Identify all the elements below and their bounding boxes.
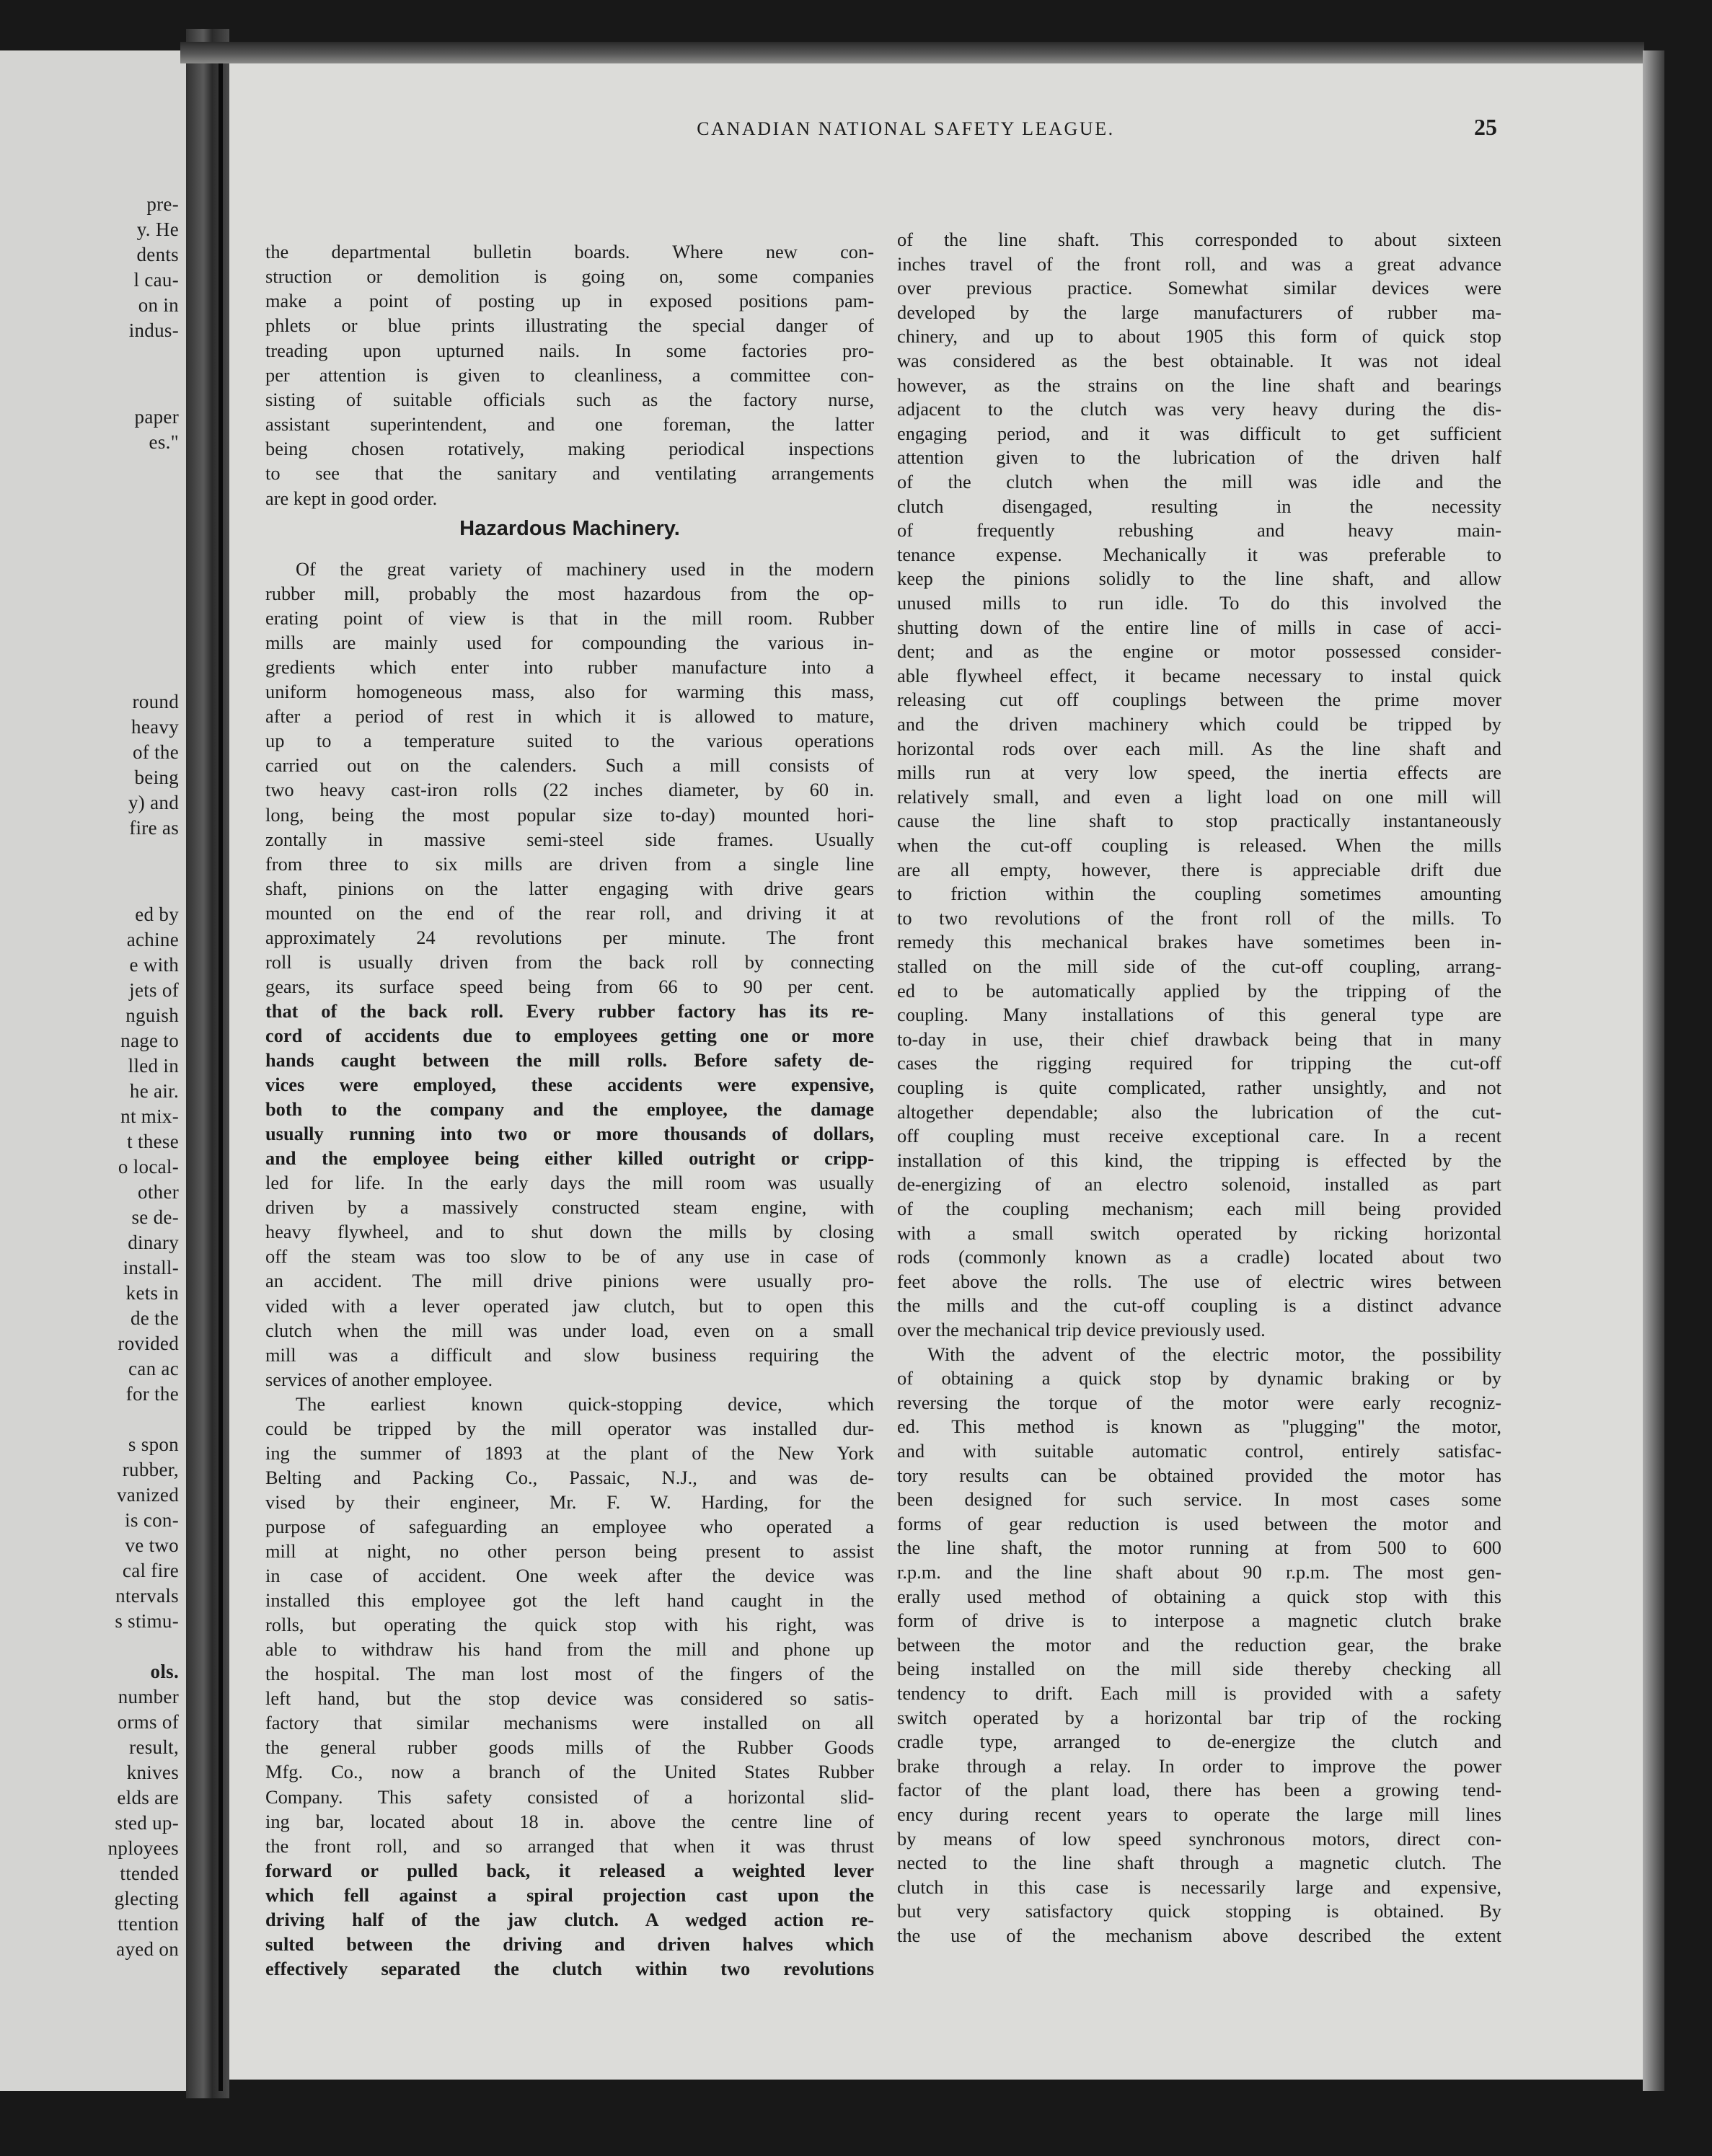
text-line: when the cut-off coupling is released. When the mills [897, 834, 1501, 856]
text-line: dent; and as the engine or motor possessed consider- [897, 640, 1501, 663]
text-line: mills are mainly used for compounding the various in- [265, 632, 874, 654]
facing-page-text-fragment: sted up- [115, 1812, 179, 1834]
gutter-shadow [219, 43, 223, 2091]
text-line: Belting and Packing Co., Passaic, N.J., and was de- [265, 1466, 874, 1488]
text-line: make a point of posting up in exposed positions pam- [265, 290, 874, 312]
text-line: over previous practice. Somewhat similar devices were [897, 277, 1501, 299]
text-line: ing the summer of 1893 at the plant of the New York [265, 1441, 874, 1464]
facing-page-text-fragment: rubber, [122, 1459, 179, 1480]
facing-page-text-fragment: s spon [128, 1433, 179, 1455]
text-line: sulted between the driving and driven halves which [265, 1932, 874, 1955]
facing-page-text-fragment: can ac [128, 1358, 179, 1379]
text-line: cradle type, arranged to de-energize the clutch and [897, 1731, 1501, 1753]
text-line: however, as the strains on the line shaft and bearings [897, 374, 1501, 396]
text-line: brake through a relay. In order to improve the power [897, 1754, 1501, 1777]
text-line: after a period of rest in which it is allowed to mature, [265, 705, 874, 728]
facing-page-text-fragment: nt mix- [120, 1105, 179, 1127]
text-line: from three to six mills are driven from a single line [265, 852, 874, 875]
facing-page-text-fragment: fire as [129, 817, 179, 839]
text-line: coupling. Many installations of this general type are [897, 1004, 1501, 1026]
text-line: attention given to the lubrication of the driven half [897, 446, 1501, 469]
text-line: to two revolutions of the front roll of the mills. To [897, 906, 1501, 929]
facing-page-text-fragment: number [118, 1686, 179, 1707]
text-line: the hospital. The man lost most of the fingers of the [265, 1663, 874, 1685]
facing-page-text-fragment: elds are [117, 1787, 179, 1808]
text-line: clutch disengaged, resulting in the necessity [897, 495, 1501, 517]
text-line: the use of the mechanism above described the extent [897, 1925, 1501, 1946]
text-line: an accident. The mill drive pinions were usually pro- [265, 1270, 874, 1292]
text-line: but very satisfactory quick stopping is obtained. By [897, 1900, 1501, 1922]
facing-page-text-fragment: y. He [136, 218, 179, 240]
text-line: between the motor and the reduction gear, the brake [897, 1633, 1501, 1656]
text-line: long, being the most popular size to-day) mounted hori- [265, 803, 874, 826]
text-line: cases the rigging required for tripping the cut-off [897, 1052, 1501, 1074]
text-line: clutch in this case is necessarily large and expensive, [897, 1876, 1501, 1898]
facing-page-text-fragment: rovided [118, 1333, 179, 1354]
text-line: rods (commonly known as a cradle) located about two [897, 1246, 1501, 1268]
text-line: mounted on the end of the rear roll, and driving it at [265, 901, 874, 924]
facing-page-text-fragment: he air. [129, 1080, 179, 1102]
facing-page-text-fragment: ols. [150, 1661, 179, 1682]
text-line: with a small switch operated by ricking horizontal [897, 1221, 1501, 1244]
facing-page-text-fragment: lled in [128, 1055, 179, 1077]
text-line: hands caught between the mill rolls. Before safety de- [265, 1049, 874, 1071]
facing-page-text-fragment: l cau- [133, 269, 179, 291]
text-line: keep the pinions solidly to the line shaft, and allow [897, 567, 1501, 590]
text-line: rubber mill, probably the most hazardous from the op- [265, 583, 874, 605]
text-line: factory that similar mechanisms were installed on all [265, 1712, 874, 1734]
text-line: struction or demolition is going on, some companies [265, 265, 874, 288]
text-line: coupling is quite complicated, rather unsightly, and not [897, 1077, 1501, 1098]
page-right-edge [1643, 50, 1664, 2091]
text-line: shaft, pinions on the latter engaging with drive gears [265, 877, 874, 899]
text-line: of the coupling mechanism; each mill being provided [897, 1198, 1501, 1219]
facing-page-text-fragment: ayed on [116, 1938, 179, 1960]
text-line: vided with a lever operated jaw clutch, but to open this [265, 1294, 874, 1317]
text-line: reversing the torque of the motor were early recogniz- [897, 1391, 1501, 1413]
text-line: developed by the large manufacturers of rubber ma- [897, 301, 1501, 323]
text-line: driving half of the jaw clutch. A wedged action re- [265, 1908, 874, 1930]
facing-page-text-fragment: heavy [131, 716, 179, 738]
facing-page-text-fragment: achine [126, 929, 179, 950]
facing-page-fragment [0, 50, 186, 2091]
text-line: erally used method of obtaining a quick stop with this [897, 1585, 1501, 1607]
text-line: clutch when the mill was under load, even on a small [265, 1319, 874, 1341]
facing-page-text-fragment: of the [132, 741, 179, 763]
page-number: 25 [1474, 114, 1497, 140]
facing-page-text-fragment: indus- [128, 319, 179, 341]
text-line: zontally in massive semi-steel side frames. Usually [265, 828, 874, 850]
facing-page-text-fragment: ttended [120, 1863, 179, 1884]
text-line: Company. This safety consisted of a horizontal slid- [265, 1785, 874, 1808]
text-line: mill was a difficult and slow business requiring the [265, 1343, 874, 1366]
text-line: off coupling must receive exceptional care. In a recent [897, 1125, 1501, 1147]
text-line: could be tripped by the mill operator was installed dur- [265, 1417, 874, 1439]
facing-page-text-fragment: s stimu- [115, 1610, 179, 1632]
text-line: unused mills to run idle. To do this involved the [897, 592, 1501, 614]
text-line: de-energizing of an electro solenoid, installed as part [897, 1173, 1501, 1196]
facing-page-text-fragment: orms of [117, 1711, 179, 1733]
book-gutter [186, 29, 229, 2098]
text-line: tendency to drift. Each mill is provided with a safety [897, 1682, 1501, 1704]
facing-page-text-fragment: se de- [131, 1206, 179, 1228]
text-line: services of another employee. [265, 1368, 493, 1390]
text-line: inches travel of the front roll, and was a great advance [897, 252, 1501, 275]
text-line: releasing cut off couplings between the prime mover [897, 689, 1501, 711]
text-line: sisting of suitable officials such as the factory nurse, [265, 388, 874, 410]
facing-page-text-fragment: ttention [118, 1913, 179, 1935]
text-line: vised by their engineer, Mr. F. W. Harding, for the [265, 1490, 874, 1513]
facing-page-text-fragment: nage to [120, 1030, 179, 1051]
facing-page-text-fragment: dinary [128, 1232, 179, 1253]
text-line: ing bar, located about 18 in. above the centre line of [265, 1810, 874, 1832]
text-line: and with suitable automatic control, entirely satisfac- [897, 1440, 1501, 1462]
facing-page-text-fragment: ve two [125, 1534, 179, 1556]
text-line: feet above the rolls. The use of electric wires between [897, 1270, 1501, 1292]
facing-page-text-fragment: nguish [125, 1004, 179, 1026]
text-line: which fell against a spiral projection cast upon the [265, 1883, 874, 1906]
text-line: heavy flywheel, and to shut down the mills by closing [265, 1221, 874, 1243]
text-line: The earliest known quick-stopping device, which [296, 1392, 874, 1415]
text-line: of obtaining a quick stop by dynamic braking or by [897, 1367, 1501, 1390]
text-line: adjacent to the clutch was very heavy during the dis- [897, 398, 1501, 420]
text-line: to see that the sanitary and ventilating arrangements [265, 462, 874, 485]
facing-page-text-fragment: glecting [114, 1888, 179, 1909]
text-line: forward or pulled back, it released a weighted lever [265, 1859, 874, 1881]
text-line: purpose of safeguarding an employee who operated a [265, 1515, 874, 1537]
text-line: both to the company and the employee, the damage [265, 1098, 874, 1121]
text-line: erating point of view is that in the mill room. Rubber [265, 607, 874, 629]
text-line: the departmental bulletin boards. Where new con- [265, 241, 874, 262]
text-line: form of drive is to interpose a magnetic clutch brake [897, 1609, 1501, 1632]
text-line: switch operated by a horizontal bar trip of the rocking [897, 1706, 1501, 1728]
text-line: gredients which enter into rubber manufacture into a [265, 656, 874, 679]
text-line: factor of the plant load, there has been a growing tend- [897, 1779, 1501, 1801]
text-line: being chosen rotatively, making periodical inspections [265, 438, 874, 460]
facing-page-text-fragment: is con- [125, 1509, 179, 1531]
facing-page-text-fragment: on in [138, 294, 179, 316]
text-line: mills run at very low speed, the inertia effects are [897, 761, 1501, 784]
text-line: able to withdraw his hand from the mill and phone up [265, 1638, 874, 1661]
facing-page-text-fragment: pre- [146, 193, 179, 215]
text-line: nected to the line shaft through a magnetic clutch. The [897, 1852, 1501, 1874]
facing-page-text-fragment: round [132, 691, 179, 712]
facing-page-text-fragment: knives [126, 1762, 179, 1783]
text-line: installed this employee got the left hand caught in the [265, 1589, 874, 1612]
text-line: phlets or blue prints illustrating the special danger of [265, 314, 874, 337]
text-line: With the advent of the electric motor, the possibility [927, 1343, 1501, 1365]
text-line: the general rubber goods mills of the Rubber Goods [265, 1736, 874, 1759]
text-line: off the steam was too slow to be of any use in case of [265, 1245, 874, 1268]
text-line: being installed on the mill side thereby checking all [897, 1658, 1501, 1680]
text-line: relatively small, and even a light load on one mill will [897, 785, 1501, 808]
facing-page-text-fragment: install- [123, 1257, 179, 1278]
facing-page-text-fragment: nployees [107, 1837, 179, 1859]
text-line: chinery, and up to about 1905 this form of quick stop [897, 325, 1501, 348]
text-line: altogether dependable; also the lubrication of the cut- [897, 1100, 1501, 1123]
facing-page-text-fragment: other [138, 1181, 179, 1203]
facing-page-text-fragment: ed by [135, 904, 179, 925]
text-line: of frequently rebushing and heavy main- [897, 519, 1501, 542]
text-line: are kept in good order. [265, 487, 438, 509]
text-line: to friction within the coupling sometimes amounting [897, 883, 1501, 905]
facing-page-text-fragment: e with [129, 954, 179, 976]
text-line: been designed for such service. In most cases some [897, 1488, 1501, 1511]
running-header: CANADIAN NATIONAL SAFETY LEAGUE. [697, 118, 1115, 139]
text-line: and the employee being either killed outright or cripp- [265, 1147, 874, 1170]
text-line: to-day in use, their chief drawback being that in many [897, 1028, 1501, 1050]
text-line: uniform homogeneous mass, also for warming this mass, [265, 681, 874, 703]
text-line: installation of this kind, the tripping is effected by the [897, 1149, 1501, 1171]
text-line: engaging period, and it was difficult to get sufficient [897, 422, 1501, 444]
facing-page-text-fragment: for the [125, 1383, 179, 1405]
facing-page-text-fragment: ntervals [115, 1585, 179, 1607]
facing-page-text-fragment: t these [127, 1131, 179, 1152]
facing-page-text-fragment: y) and [128, 792, 179, 813]
text-line: driven by a massively constructed steam engine, with [265, 1196, 874, 1219]
section-heading: Hazardous Machinery. [459, 517, 680, 540]
facing-page-text-fragment: result, [129, 1736, 179, 1758]
text-line: stalled on the mill side of the cut-off coupling, arrang- [897, 955, 1501, 977]
text-line: up to a temperature suited to the various operations [265, 730, 874, 752]
text-line: vices were employed, these accidents were expensive, [265, 1074, 874, 1096]
text-line: ed to be automatically applied by the tripping of the [897, 979, 1501, 1002]
text-line: led for life. In the early days the mill room was usually [265, 1172, 874, 1194]
text-line: two heavy cast-iron rolls (22 inches diameter, by 60 in. [265, 779, 874, 801]
text-line: per attention is given to cleanliness, a committee con- [265, 363, 874, 386]
text-line: left hand, but the stop device was considered so satis- [265, 1687, 874, 1710]
text-line: over the mechanical trip device previously used. [897, 1319, 1266, 1340]
text-line: the front roll, and so arranged that when it was thrust [265, 1834, 874, 1857]
text-line: shutting down of the entire line of mills in case of acci- [897, 616, 1501, 638]
text-line: assistant superintendent, and one foreman, the latter [265, 413, 874, 436]
text-line: able flywheel effect, it became necessary to instal quick [897, 664, 1501, 686]
facing-page-text-fragment: dents [136, 244, 179, 265]
text-line: approximately 24 revolutions per minute. The front [265, 926, 874, 948]
text-line: ency during recent years to operate the large mill lines [897, 1803, 1501, 1825]
text-line: treading upon upturned nails. In some factories pro- [265, 339, 874, 361]
text-line: usually running into two or more thousands of dollars, [265, 1123, 874, 1145]
facing-page-text-fragment: kets in [125, 1282, 179, 1304]
text-line: cause the line shaft to stop practically instantaneously [897, 810, 1501, 832]
text-line: cord of accidents due to employees getting one or more [265, 1024, 874, 1046]
text-line: carried out on the calenders. Such a mill consists of [265, 754, 874, 777]
text-line: horizontal rods over each mill. As the line shaft and [897, 737, 1501, 759]
facing-page-text-fragment: jets of [129, 979, 179, 1001]
text-line: that of the back roll. Every rubber factory has its re- [265, 999, 874, 1022]
text-line: remedy this mechanical brakes have sometimes been in- [897, 931, 1501, 953]
text-line: mill at night, no other person being present to assist [265, 1540, 874, 1562]
text-line: and the driven machinery which could be tripped by [897, 713, 1501, 735]
text-line: was considered as the best obtainable. It was not ideal [897, 350, 1501, 371]
text-line: the line shaft, the motor running at from 500 to 600 [897, 1537, 1501, 1559]
text-line: roll is usually driven from the back roll by connecting [265, 950, 874, 973]
facing-page-text-fragment: de the [130, 1307, 179, 1329]
facing-page-text-fragment: es." [149, 431, 179, 453]
facing-page-text-fragment: paper [134, 406, 179, 428]
text-line: r.p.m. and the line shaft about 90 r.p.m. The most gen- [897, 1561, 1501, 1583]
text-line: gears, its surface speed being from 66 to 90 per cent. [265, 975, 874, 997]
text-line: of the clutch when the mill was idle and the [897, 471, 1501, 492]
text-line: ed. This method is known as "plugging" the motor, [897, 1415, 1501, 1438]
facing-page-text-fragment: being [134, 766, 179, 788]
facing-page-text-fragment: vanized [116, 1484, 179, 1506]
text-line: the mills and the cut-off coupling is a distinct advance [897, 1294, 1501, 1317]
text-line: Mfg. Co., now a branch of the United States Rubber [265, 1761, 874, 1783]
text-line: tory results can be obtained provided the motor has [897, 1464, 1501, 1486]
page-top-edge [180, 42, 1644, 63]
text-line: rolls, but operating the quick stop with his right, was [265, 1614, 874, 1636]
text-line: tenance expense. Mechanically it was preferable to [897, 543, 1501, 565]
facing-page-text-fragment: cal fire [122, 1560, 179, 1581]
text-line: of the line shaft. This corresponded to about sixteen [897, 229, 1501, 250]
text-line: effectively separated the clutch within two revolutions [265, 1957, 874, 1979]
text-line: Of the great variety of machinery used in the modern [296, 558, 874, 580]
text-line: in case of accident. One week after the device was [265, 1565, 874, 1587]
text-line: are all empty, however, there is appreciable drift due [897, 858, 1501, 880]
text-line: by means of low speed synchronous motors, direct con- [897, 1827, 1501, 1850]
facing-page-text-fragment: o local- [118, 1156, 179, 1178]
text-line: forms of gear reduction is used between the motor and [897, 1512, 1501, 1534]
